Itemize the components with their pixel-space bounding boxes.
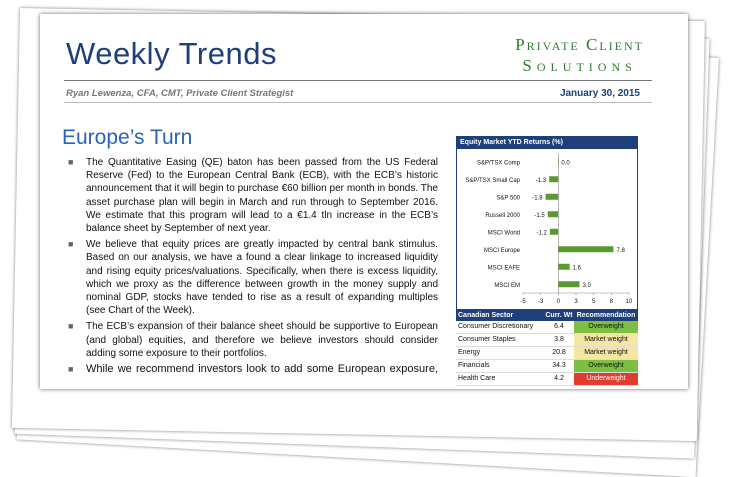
- cell-recommendation: Overweight: [574, 321, 638, 333]
- page-title: Weekly Trends: [66, 36, 277, 71]
- bullet-text: We believe that equity prices are greatly impacted by central bank stimulus. Based on our analysis, we have a found a clear linkage to increased liquidity and rising equity prices/valuations. Specifically, when there is excess liquidity, which we proxy as the difference between growth in the money supply and nominal GDP, stocks have tended to rise as a result of expanding multiples (see Chart of the Week).: [86, 239, 438, 317]
- bullet-list: [66, 156, 438, 379]
- returns-chart: [456, 136, 638, 310]
- cell-recommendation: Market weight: [574, 347, 638, 359]
- x-tick-label: 8: [609, 299, 614, 305]
- bullet-icon: ■: [68, 157, 74, 167]
- bar: [558, 264, 569, 270]
- data-label: -1.3: [535, 177, 547, 184]
- report-date: January 30, 2015: [559, 88, 640, 99]
- data-label: -1.5: [534, 212, 545, 219]
- cell-recommendation: Underweight: [574, 373, 638, 385]
- cell-sector: Health Care: [458, 375, 496, 382]
- cell-sector: Energy: [458, 349, 481, 356]
- bullet-text: The ECB’s expansion of their balance sheet should be supportive to European (and global) equities, and therefore we believe investors should consider adding some exposure to their portfolios.: [86, 321, 438, 359]
- data-label: 1.6: [572, 265, 581, 272]
- section-heading: Europe’s Turn: [62, 126, 193, 149]
- cell-weight: 20.8: [552, 349, 566, 356]
- bar: [558, 281, 579, 287]
- cell-sector: Consumer Discretionary: [458, 323, 534, 330]
- category-label: MSCI EM: [494, 282, 520, 289]
- chart-title: Equity Market YTD Returns (%): [457, 137, 637, 149]
- cell-weight: 4.2: [554, 375, 564, 382]
- bullet-item: [66, 320, 438, 360]
- bar: [549, 176, 558, 182]
- data-label: 0.0: [561, 160, 570, 167]
- bullet-item: [66, 363, 438, 376]
- cell-sector: Consumer Staples: [458, 336, 516, 343]
- x-tick-label: -3: [537, 299, 544, 305]
- data-label: 7.8: [616, 247, 625, 254]
- bar: [558, 159, 559, 165]
- bullet-item: [66, 156, 438, 235]
- x-tick-label: -5: [520, 299, 526, 305]
- header-divider: [64, 80, 652, 81]
- bar: [548, 211, 559, 217]
- table-row: [456, 360, 638, 373]
- bullet-text: The Quantitative Easing (QE) baton has been passed from the US Federal Reserve (Fed) to the European Central Bank (ECB), with the ECB’s historic announcement that it will begin to purchase €60 billion per month in bonds. The asset purchase plan will begin in March and run through to September 2016. We estimate that this program will lead to a €1.4 tln increase in the ECB’s balance sheet by September of next year.: [86, 157, 438, 235]
- category-label: MSCI Europe: [483, 247, 520, 254]
- header-recommendation: Recommendation: [576, 312, 636, 319]
- data-label: -1.8: [532, 195, 543, 202]
- header-weight: Curr. Wt: [545, 312, 573, 319]
- x-tick-label: 5: [591, 299, 596, 305]
- brand-line-1: Private Client: [515, 35, 644, 54]
- sector-table-header: [456, 310, 638, 321]
- author-line: Ryan Lewenza, CFA, CMT, Private Client Strategist: [66, 88, 294, 99]
- x-tick-label: 0: [556, 299, 561, 305]
- bullet-icon: ■: [68, 364, 74, 375]
- cell-weight: 34.3: [552, 362, 566, 369]
- category-label: MSCI EAFE: [487, 265, 520, 272]
- x-tick-label: 3: [574, 299, 578, 305]
- cell-recommendation: Market weight: [574, 334, 638, 346]
- x-tick-label: 10: [625, 299, 633, 305]
- category-label: S&P 500: [496, 195, 520, 202]
- subheader-divider: [64, 102, 652, 103]
- header-sector: Canadian Sector: [458, 312, 514, 319]
- table-row: [456, 334, 638, 347]
- bar: [558, 246, 613, 252]
- category-label: Russell 2000: [485, 212, 520, 219]
- cell-sector: Financials: [458, 362, 490, 369]
- data-label: 3.0: [582, 282, 591, 289]
- bullet-text: While we recommend investors look to add some European exposure,: [86, 363, 438, 376]
- category-label: S&P/TSX Small Cap: [465, 177, 520, 184]
- bar: [550, 229, 558, 235]
- cell-weight: 6.4: [554, 323, 564, 330]
- brand-logo: [515, 34, 644, 76]
- brand-line-2: Solutions: [522, 56, 637, 75]
- bar: [546, 194, 559, 200]
- bullet-icon: ■: [68, 321, 74, 332]
- cell-weight: 3.8: [554, 336, 564, 343]
- cell-recommendation: Overweight: [574, 360, 638, 372]
- table-row: [456, 347, 638, 360]
- table-row: [456, 321, 638, 334]
- category-label: S&P/TSX Comp: [476, 160, 520, 167]
- chart-plot: [457, 149, 637, 308]
- bullet-icon: ■: [68, 239, 74, 250]
- category-label: MSCI World: [487, 230, 520, 237]
- document-page: [40, 14, 688, 389]
- sector-table: [456, 310, 638, 386]
- data-label: -1.2: [536, 230, 547, 237]
- bullet-item: [66, 238, 438, 317]
- table-row: [456, 373, 638, 386]
